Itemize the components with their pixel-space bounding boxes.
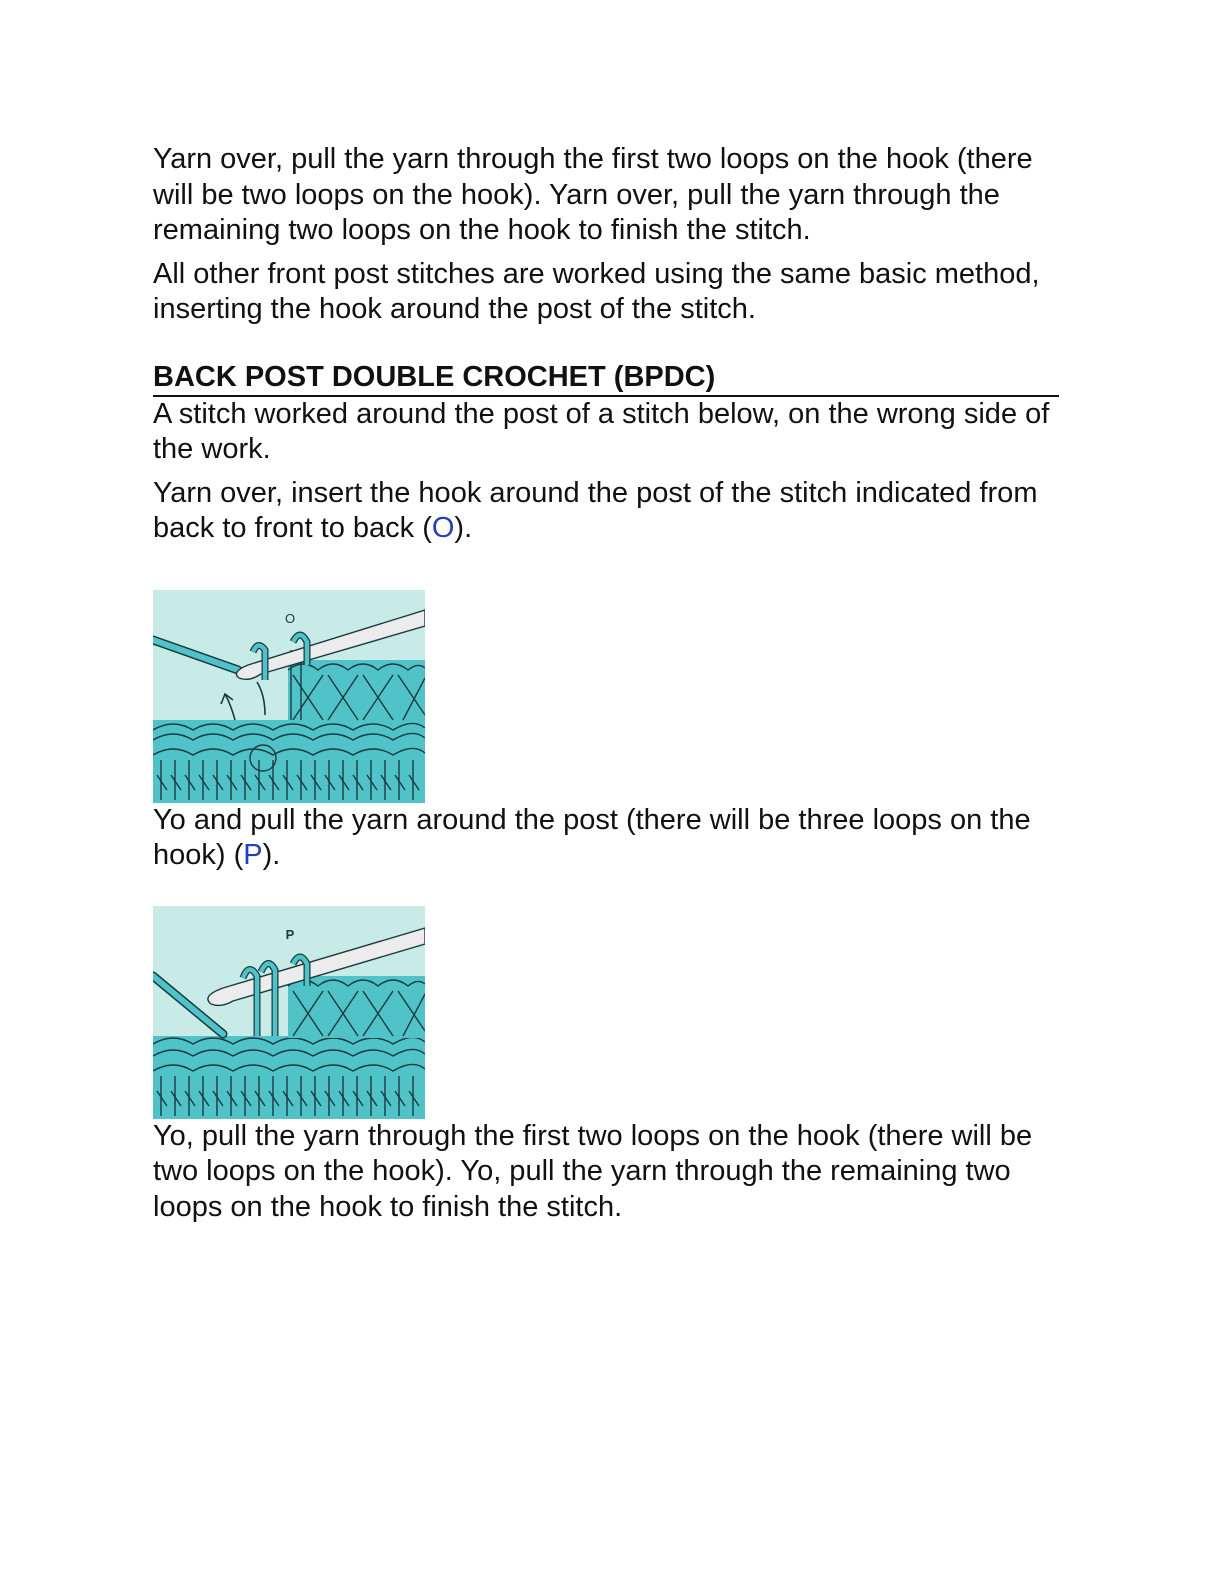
- figure-p-label: P: [285, 926, 295, 942]
- figure-o-illustration: [153, 590, 425, 803]
- paragraph-definition: A stitch worked around the post of a stitch below, on the wrong side of the work.: [153, 397, 1050, 465]
- paragraph-step-2: [153, 803, 1059, 874]
- paragraph-step-1: [153, 476, 1059, 547]
- figure-p-fabric: [153, 1036, 425, 1119]
- paragraph-intro-2: All other front post stitches are worked using the same basic method, inserting the hook around the post of the stitch.: [153, 257, 1040, 325]
- step-2-text: Yo and pull the yarn around the post (there will be three loops on the hook) (: [153, 803, 1031, 871]
- figure-o-label: O: [284, 610, 296, 626]
- step-1-text: Yarn over, insert the hook around the post of the stitch indicated from back to front to back (: [153, 476, 1038, 544]
- figure-p-reference: P: [243, 839, 263, 871]
- figure-o-reference: O: [431, 512, 455, 544]
- paragraph-step-3: Yo, pull the yarn through the first two loops on the hook (there will be two loops on the hook). Yo, pull the yarn through the remaining two loops on the hook to finish the stitch.: [153, 1119, 1033, 1223]
- figure-p-illustration: [153, 906, 425, 1119]
- step-1-end: ).: [454, 512, 473, 544]
- paragraph-intro-1: Yarn over, pull the yarn through the first two loops on the hook (there will be two loops on the hook). Yarn over, pull the yarn through the remaining two loops on the hook to finish the stitch.: [153, 143, 1033, 246]
- document-page: [153, 142, 1059, 1225]
- section-heading-bpdc: BACK POST DOUBLE CROCHET (BPDC): [153, 360, 1059, 397]
- figure-o-fabric: [153, 720, 425, 803]
- step-2-end: ).: [262, 839, 281, 871]
